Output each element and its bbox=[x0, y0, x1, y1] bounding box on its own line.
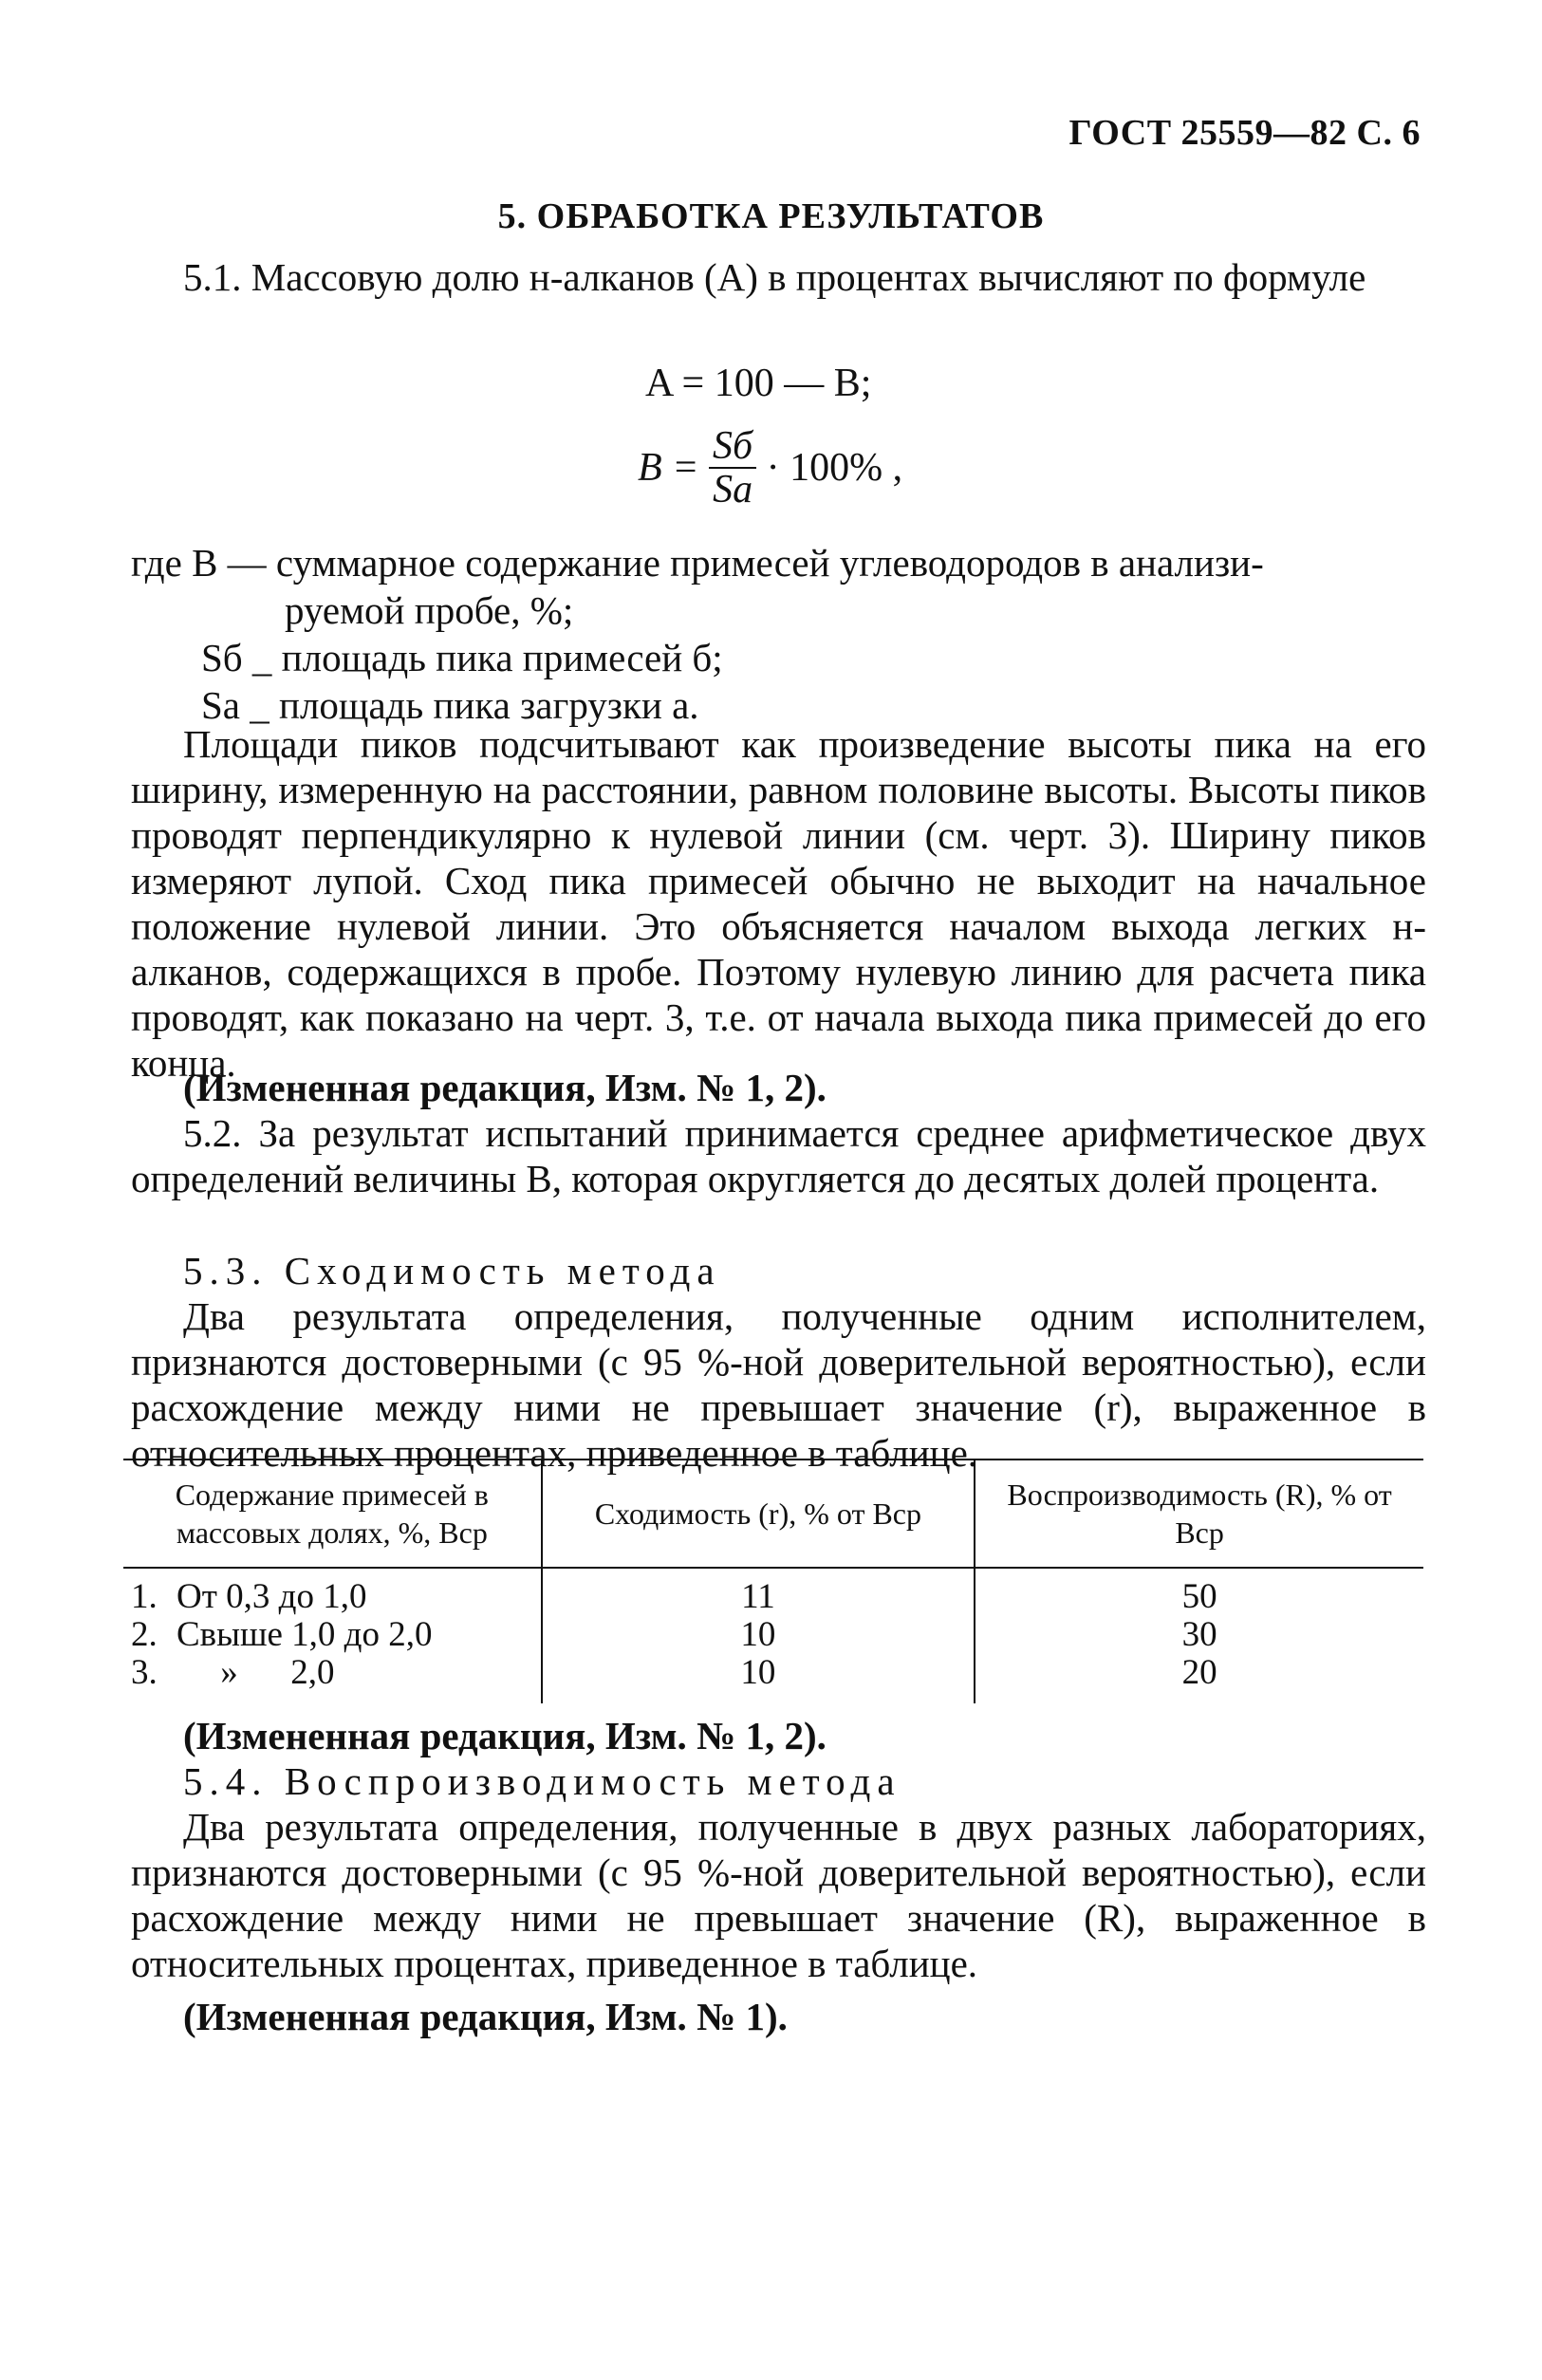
formula-b-lhs: B = bbox=[638, 446, 699, 490]
table-cell-content: 3. » 2,0 bbox=[131, 1653, 335, 1692]
table-cell-content: 1. От 0,3 до 1,0 bbox=[131, 1577, 367, 1616]
formula-b bbox=[638, 425, 902, 511]
table-header-content: Содержание примесей в массовых долях, %, Bср bbox=[123, 1460, 542, 1568]
table-header-repeatability: Сходимость (r), % от Bср bbox=[542, 1460, 975, 1568]
table-row bbox=[123, 1616, 1423, 1654]
formula-a: A = 100 — B; bbox=[645, 362, 872, 405]
paragraph-5-3: Два результата определения, полученные одним исполнителем, признаются достоверными (с 95 %-ной доверительной вероятностью), если расхождение между ними не превышает значение (r), выраженное в относительных процентах, приведенное в таблице. bbox=[131, 1294, 1426, 1475]
amendment-1: (Измененная редакция, Изм. № 1, 2). bbox=[183, 1066, 827, 1109]
table-cell-r: 10 bbox=[542, 1654, 975, 1703]
formula-b-fraction bbox=[709, 425, 756, 511]
paragraph-5-1: 5.1. Массовую долю н-алканов (A) в процентах вычисляют по формуле bbox=[183, 255, 1366, 299]
def-sb: Sб _ площадь пика примесей б; bbox=[201, 636, 723, 679]
definitions bbox=[131, 539, 1426, 729]
formula-b-denominator: Sa bbox=[713, 468, 753, 511]
table-cell-R: 20 bbox=[975, 1654, 1423, 1703]
table-cell-R: 30 bbox=[975, 1616, 1423, 1654]
table-cell-r: 11 bbox=[542, 1568, 975, 1616]
section-title: 5. ОБРАБОТКА РЕЗУЛЬТАТОВ bbox=[497, 196, 1045, 236]
heading-5-4: 5.4. Воспроизводимость метода bbox=[183, 1759, 901, 1803]
amendment-3: (Измененная редакция, Изм. № 1). bbox=[183, 1995, 788, 2038]
def-b-line1: где B — суммарное содержание примесей углеводородов в анализи- bbox=[131, 541, 1264, 585]
table-header-row bbox=[123, 1460, 1423, 1568]
table-cell-R: 50 bbox=[975, 1568, 1423, 1616]
data-table bbox=[123, 1459, 1423, 1703]
table-cell-content: 2. Свыше 1,0 до 2,0 bbox=[131, 1615, 433, 1654]
heading-5-3: 5.3. Сходимость метода bbox=[183, 1249, 721, 1292]
page-header: ГОСТ 25559—82 С. 6 bbox=[1068, 113, 1421, 153]
paragraph-5-4: Два результата определения, полученные в двух разных лабораториях, признаются достоверными (с 95 %-ной доверительной вероятностью), если расхождение между ними не превышает значение (R), выраженное в относительных процентах, приведенное в таблице. bbox=[131, 1805, 1426, 1985]
table-header-reproducibility: Воспроизводимость (R), % от Bср bbox=[975, 1460, 1423, 1568]
table-cell-r: 10 bbox=[542, 1616, 975, 1654]
amendment-2: (Измененная редакция, Изм. № 1, 2). bbox=[183, 1714, 827, 1757]
paragraph-5-2: 5.2. За результат испытаний принимается среднее арифметическое двух определений величины B, которая округляется до десятых долей процента. bbox=[131, 1111, 1426, 1200]
formula-b-numerator: Sб bbox=[709, 425, 756, 469]
table-row bbox=[123, 1654, 1423, 1703]
table-row bbox=[123, 1568, 1423, 1616]
def-b-line2: руемой пробе, %; bbox=[285, 588, 574, 632]
paragraph-areas: Площади пиков подсчитывают как произведение высоты пика на его ширину, измеренную на расстоянии, равном половине высоты. Высоты пиков проводят перпендикулярно к нулевой линии (см. черт. 3). Ширину пиков измеряют лупой. Сход пика примесей обычно не выходит на начальное положение нулевой линии. Это объясняется началом выхода легких н-алканов, содержащихся в пробе. Поэтому нулевую линию для расчета пика проводят, как показано на черт. 3, т.е. от начала выхода пика примесей до его конца. bbox=[131, 722, 1426, 1085]
def-sa: Sa _ площадь пика загрузки a. bbox=[201, 683, 699, 727]
formula-b-rhs: · 100% , bbox=[766, 446, 903, 490]
